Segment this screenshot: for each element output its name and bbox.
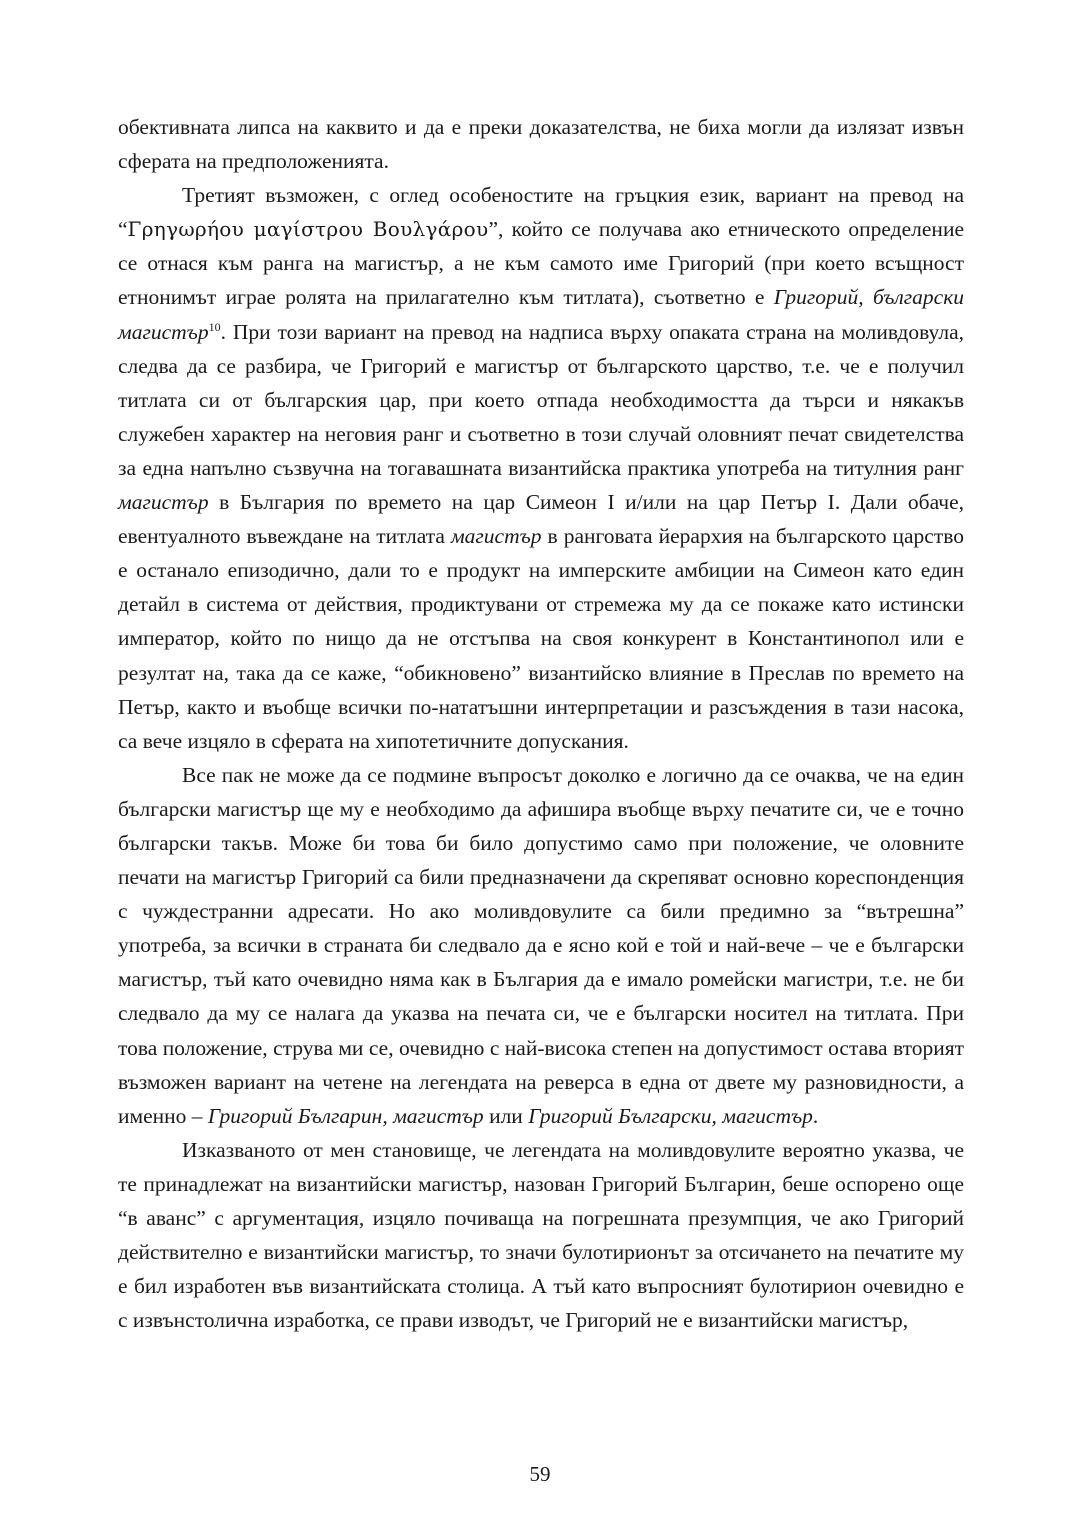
text-segment: Изказваното от мен становище, че легендата на моливдовулите вероятно указва, че те принадлежат на византийски магистър, назован Григорий Българин, беше оспорено още “в аванс” с аргументация, изцяло почиваща на погрешната презумпция, че ако Григорий действително е византийски магистър, то значи булотирионът за отсичането на печатите му е бил изработен във византийската столица. А тъй като въпросният булотирион очевидно е с извънстолична изработка, се прави изводът, че Григорий не е византийски магистър, <box>118 1137 964 1333</box>
italic-term: магистър <box>450 524 542 549</box>
text-segment: Все пак не може да се подмине въпросът доколко е логично да се очаква, че на един български магистър ще му е необходимо да афишира въобще върху печатите си, че е точно български такъв. Може би това би било допустимо само при положение, че оловните печати на магистър Григорий са били предназначени да скрепяват основно кореспонденция с чуждестранни адресати. Но ако моливдовулите са били предимно за “вътрешна” употреба, за всички в страната би следвало да е ясно кой е той и най-вече – че е български магистър, тъй като очевидно няма как в България да е имало ромейски магистри, т.е. не би следвало да му се налага да указва на печата си, че е български носител на титлата. При това положение, струва ми се, очевидно с най-висока степен на допустимост остава вторият възможен вариант на четене на легендата на реверса в една от двете му разновидности, а именно – <box>118 762 964 1128</box>
paragraph-logic-question <box>118 758 964 1133</box>
italic-term: Григорий Български, магистър <box>528 1103 813 1128</box>
page-number: 59 <box>529 1462 551 1486</box>
footnote-reference[interactable]: 10 <box>208 319 221 334</box>
paragraph-opinion <box>118 1133 964 1338</box>
italic-term: Григорий Българин, магистър <box>207 1103 484 1128</box>
paragraph-continuation <box>118 110 964 178</box>
paragraph-translation-variant <box>118 178 964 758</box>
text-segment: в ранговата йерархия на българското царство е останало епизодично, дали то е продукт на имперските амбиции на Симеон като един детайл в система от действия, продиктувани от стремежа му да се покаже като истински император, който по нищо да не отстъпва на своя конкурент в Константинопол или е резултат на, така да се каже, “обикновено” византийско влияние в Преслав по времето на Петър, както и въобще всички по-нататъшни интерпретации и разсъждения в тази насока, са вече изцяло в сферата на хипотетичните допускания. <box>118 524 965 753</box>
text-segment: или <box>483 1103 529 1128</box>
text-segment: Третият възможен, с оглед особеностите на гръцкия език, вариант на превод на “ <box>118 183 964 242</box>
page-body <box>118 110 964 1337</box>
text-segment: . <box>812 1103 819 1128</box>
text-segment: . При този вариант на превод на надписа върху опаката страна на моливдовула, следва да се разбира, че Григорий е магистър от българското царство, т.е. че е получил титлата си от българския цар, при което отпада необходимостта да търси и някакъв служебен характер на неговия ранг и съответно в този случай оловният печат свидетелства за една напълно съзвучна на тогавашната византийска практика употреба на титулния ранг <box>118 319 964 480</box>
text-segment: обективната липса на каквито и да е преки доказателства, не биха могли да излязат извън сферата на предположенията. <box>118 115 964 174</box>
text-segment: ”, който се получава ако етническото определение се отнася към ранга на магистър, а не към самото име Григорий (при което всъщност етнонимът играе ролята на прилагателно към титлата), съответно е <box>118 217 964 310</box>
greek-legend-text: Γρηγωρήου μαγίστρου Βουλγάρου <box>127 217 489 242</box>
text-segment: в България по времето на цар Симеон I и/или на цар Петър I. Дали обаче, евентуалното въвеждане на титлата <box>118 490 964 549</box>
italic-term: магистър <box>118 490 209 515</box>
italic-term: Григорий, български магистър <box>118 285 964 344</box>
